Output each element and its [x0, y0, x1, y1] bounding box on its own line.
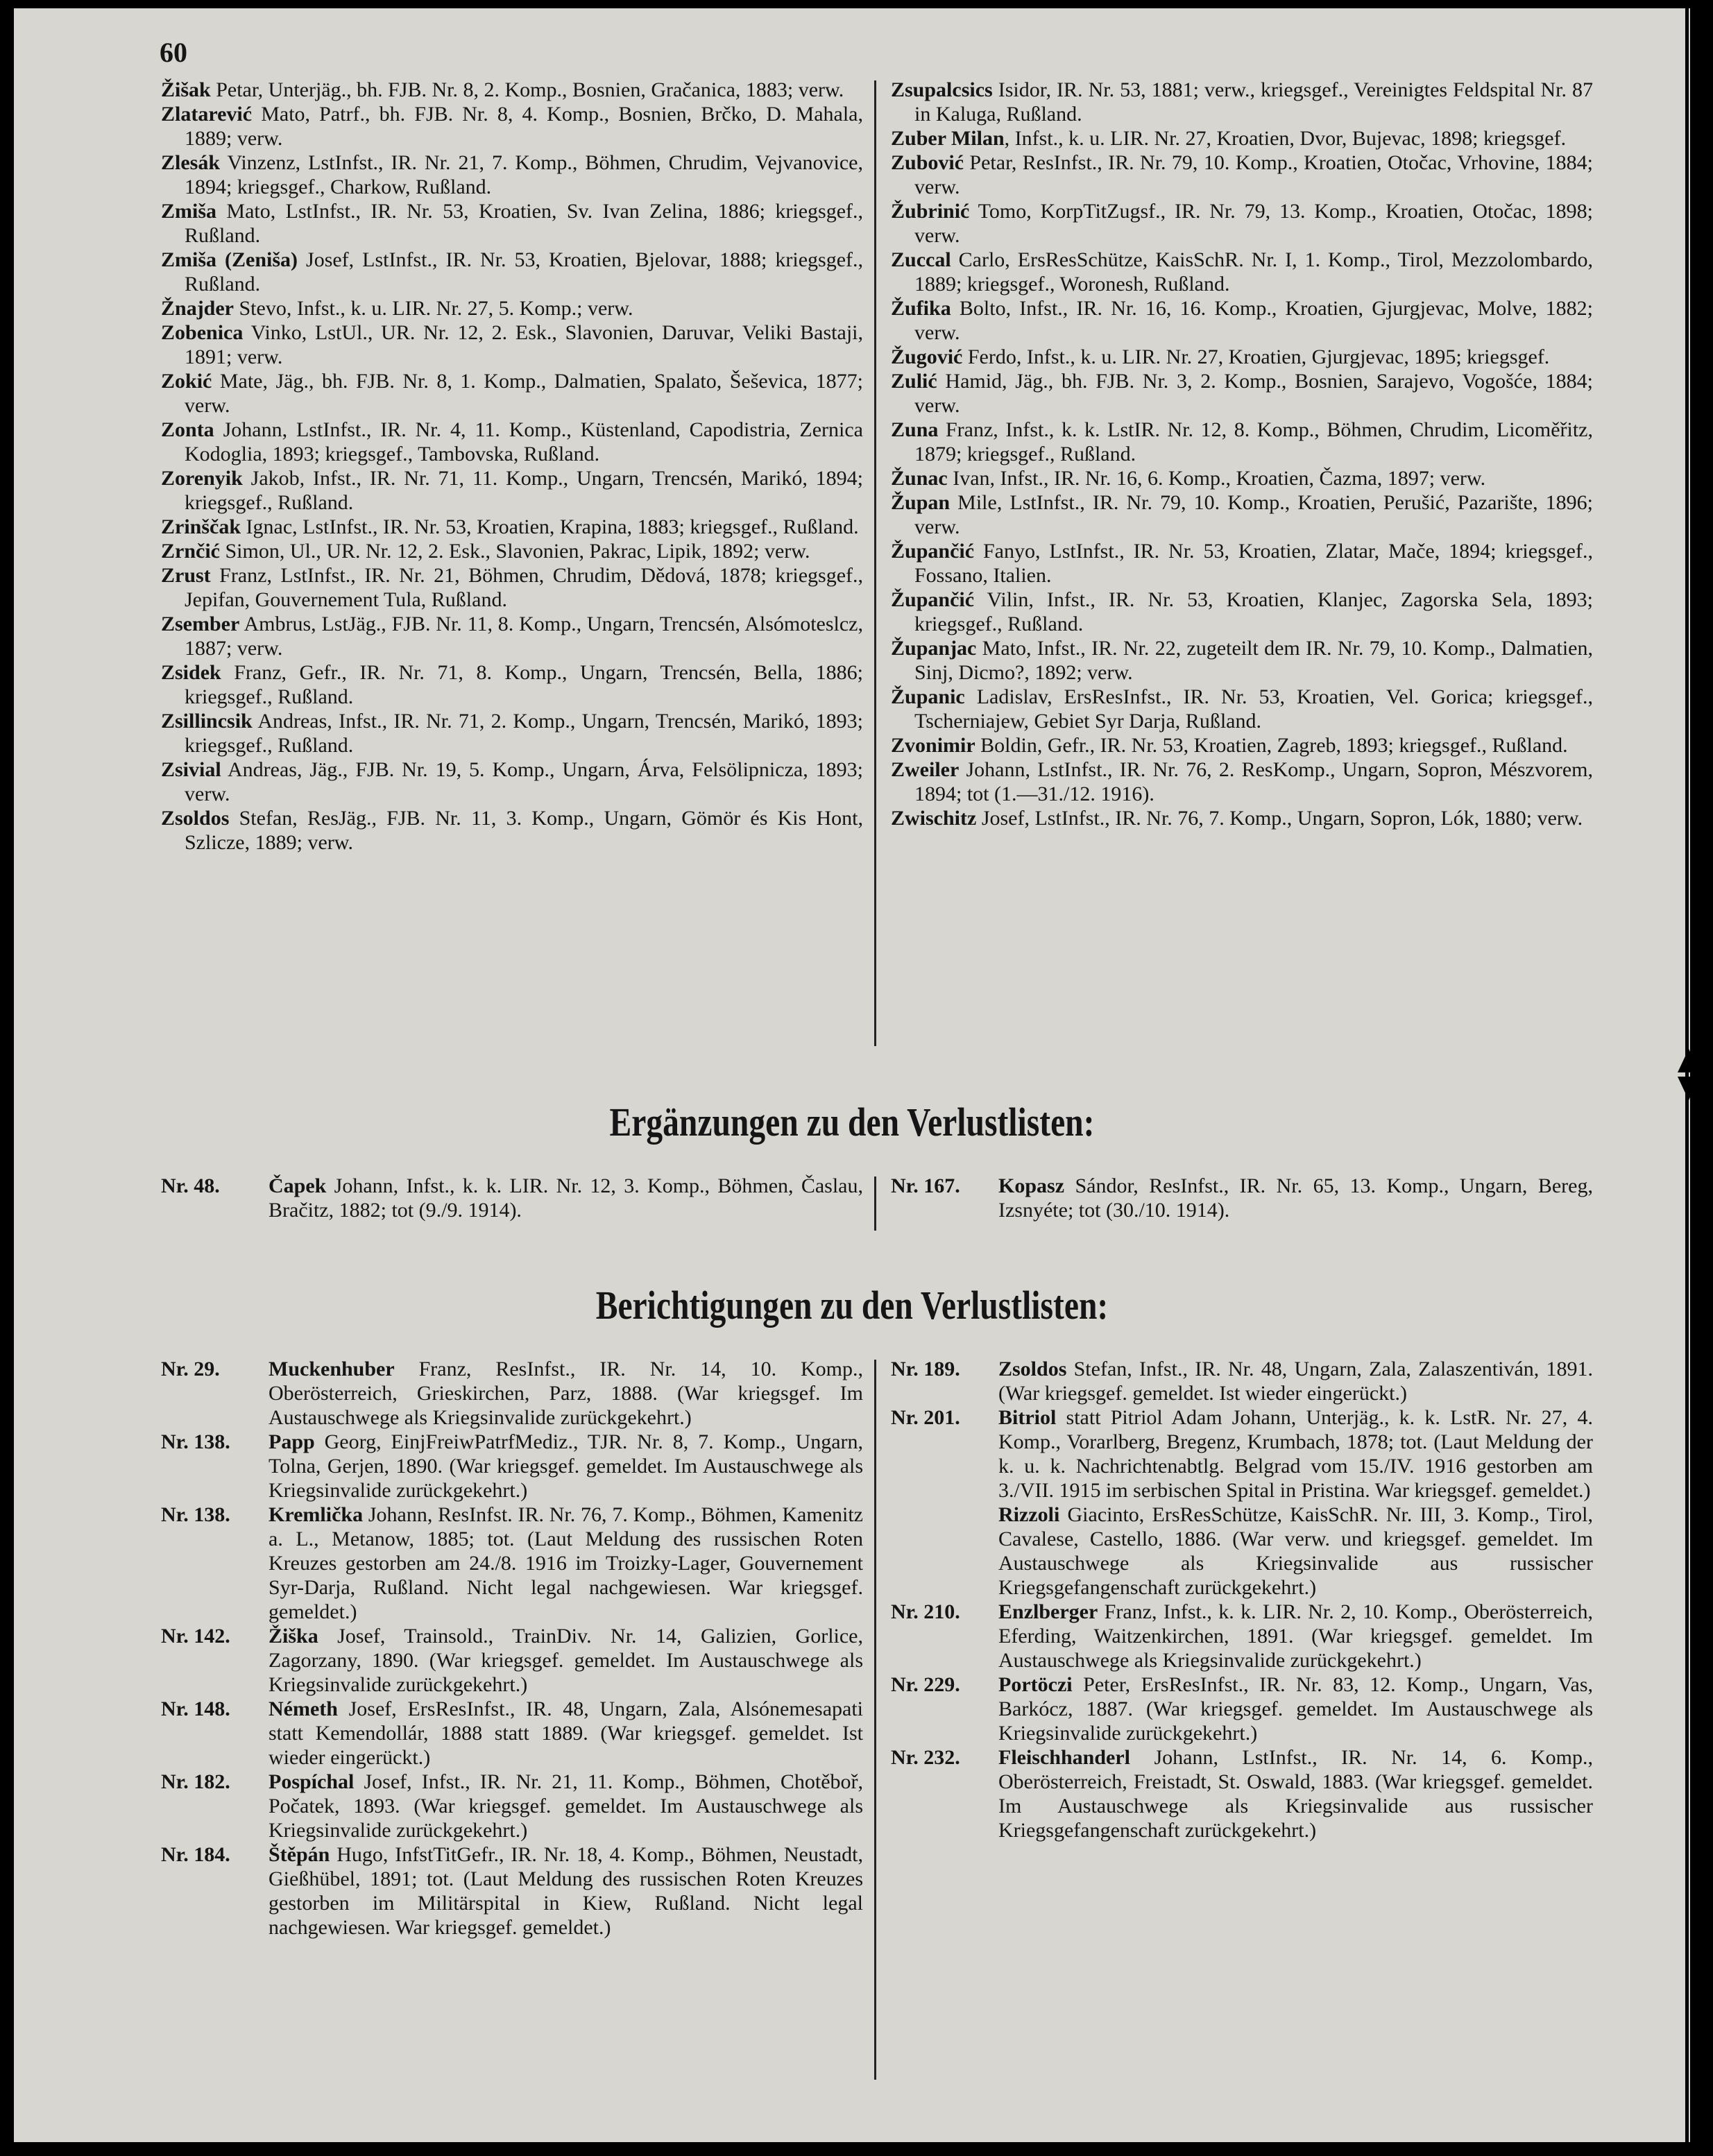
list-entry [161, 806, 863, 855]
list-entry [891, 636, 1593, 685]
list-entry [161, 1842, 863, 1940]
surname: Zlatarević [161, 103, 253, 126]
entry-details: Giacinto, ErsResSchütze, KaisSchR. Nr. III, 3. Komp., Tirol, Cavalese, Castello, 1886. (War verw. und kriegsgef. gemeldet. Im Austauschwege als Kriegsinvalide aus russischer Kriegsgefangenschaft zurückgekehrt.) [998, 1503, 1593, 1599]
list-entry [891, 126, 1593, 151]
entry-details: Franz, Infst., k. k. LstIR. Nr. 12, 8. Komp., Böhmen, Chrudim, Licoměřitz, 1879; kriegsgef., Rußland. [914, 418, 1593, 465]
entry-details: Mile, LstInfst., IR. Nr. 79, 10. Komp., Kroatien, Perušić, Pazarište, 1896; verw. [914, 491, 1593, 538]
entry-details: Tomo, KorpTitZugsf., IR. Nr. 79, 13. Komp., Kroatien, Otočac, 1898; verw. [914, 200, 1593, 247]
list-entry [161, 369, 863, 418]
list-entry [161, 563, 863, 612]
list-entry [161, 612, 863, 660]
surname: Zsivial [161, 758, 221, 781]
entry-details: Petar, Unterjäg., bh. FJB. Nr. 8, 2. Komp., Bosnien, Gračanica, 1883; verw. [210, 78, 844, 101]
entry-details: Franz, Gefr., IR. Nr. 71, 8. Komp., Ungarn, Trencsén, Bella, 1886; kriegsgef., Rußland. [185, 661, 863, 708]
list-entry [891, 78, 1593, 126]
entry-details: Mato, Infst., IR. Nr. 22, zugeteilt dem IR. Nr. 79, 10. Komp., Dalmatien, Sinj, Dicmo?, 1892; verw. [914, 637, 1593, 684]
list-entry [161, 1503, 863, 1624]
list-entry [891, 490, 1593, 539]
surname: Kremlička [269, 1503, 364, 1526]
list-entry [161, 1430, 863, 1503]
entry-details: Fanyo, LstInfst., IR. Nr. 53, Kroatien, Zlatar, Mače, 1894; kriegsgef., Fossano, Italien. [914, 540, 1593, 587]
surname: Županic [891, 685, 965, 708]
list-entry [161, 248, 863, 296]
surname: Kopasz [998, 1174, 1065, 1197]
list-entry [891, 1405, 1593, 1503]
list-entry [891, 539, 1593, 588]
surname: Zweiler [891, 758, 960, 781]
list-entry [891, 1503, 1593, 1600]
surname: Županjac [891, 637, 977, 660]
column-divider [874, 1360, 876, 2080]
list-entry [891, 296, 1593, 345]
reference-number: Nr. 148. [161, 1697, 230, 1720]
entry-details: Josef, LstInfst., IR. Nr. 53, Kroatien, Bjelovar, 1888; kriegsgef., Rußland. [185, 248, 863, 296]
berichtigungen-right-column [891, 1357, 1593, 1842]
surname: Enzlberger [998, 1600, 1098, 1623]
list-entry [161, 660, 863, 709]
entry-details: statt Pitriol Adam Johann, Unterjäg., k. k. LstR. Nr. 27, 4. Komp., Vorarlberg, Bregenz, Krumbach, 1878; tot. (Laut Meldung der k. u. k. Nachrichtenabtlg. Belgrad vom 15./IV. 1916 gestorben am 3./VII. 1915 im serbischen Spital in Pristina. War kriegsgef. gemeldet.) [998, 1406, 1593, 1502]
surname: Žiška [269, 1625, 318, 1648]
list-entry [891, 685, 1593, 733]
surname: Zsoldos [998, 1358, 1067, 1380]
list-entry [161, 296, 863, 320]
entry-details: Josef, Infst., IR. Nr. 21, 11. Komp., Böhmen, Chotěboř, Počatek, 1893. (War kriegsgef. gemeldet. Im Austauschwege als Kriegsinvalide zurückgekehrt.) [269, 1770, 863, 1842]
entry-details: Johann, LstInfst., IR. Nr. 14, 6. Komp., Oberösterreich, Freistadt, St. Oswald, 1883. (War kriegsgef. gemeldet. Im Austauschwege als Kriegsinvalide aus russischer Kriegsgefangenschaft zurückgekehrt.) [998, 1746, 1593, 1842]
entry-details: Andreas, Infst., IR. Nr. 71, 2. Komp., Ungarn, Trencsén, Marikó, 1893; kriegsgef., Rußland. [185, 710, 863, 757]
surname: Zsidek [161, 661, 221, 684]
column-divider [874, 1177, 876, 1231]
entry-details: Vilin, Infst., IR. Nr. 53, Kroatien, Klanjec, Zagorska Sela, 1893; kriegsgef., Rußland. [914, 588, 1593, 635]
entry-details: Mato, LstInfst., IR. Nr. 53, Kroatien, Sv. Ivan Zelina, 1886; kriegsgef., Rußland. [185, 200, 863, 247]
ergaenzungen-right-column [891, 1174, 1593, 1222]
surname: Štěpán [269, 1843, 330, 1866]
entry-details: Mato, Patrf., bh. FJB. Nr. 8, 4. Komp., Bosnien, Brčko, D. Mahala, 1889; verw. [185, 103, 863, 150]
entry-details: Stefan, ResJäg., FJB. Nr. 11, 3. Komp., Ungarn, Gömör és Kis Hont, Szlicze, 1889; verw. [185, 807, 863, 854]
surname: Žugović [891, 345, 963, 368]
surname: Zmiša [161, 200, 217, 223]
list-entry [161, 758, 863, 806]
surname: Zsupalcsics [891, 78, 993, 101]
entry-details: Franz, Infst., k. k. LIR. Nr. 2, 10. Komp., Oberösterreich, Eferding, Waitzenkirchen, 1891. (War kriegsgef. gemeldet. Im Austauschwege als Kriegsinvalide zurückgekehrt.) [998, 1600, 1593, 1672]
surname: Zrinščak [161, 515, 241, 538]
surname: Zonta [161, 418, 214, 441]
reference-number: Nr. 229. [891, 1673, 960, 1696]
entry-details: Johann, LstInfst., IR. Nr. 4, 11. Komp., Küstenland, Capodistria, Zernica Kodoglia, 1893; kriegsgef., Tambovska, Rußland. [185, 418, 863, 465]
surname: Župan [891, 491, 951, 514]
arrow-up-icon [1678, 1049, 1700, 1072]
entry-details: Josef, Trainsold., TrainDiv. Nr. 14, Galizien, Gorlice, Zagorzany, 1890. (War kriegsgef. gemeldet. Im Austauschwege als Kriegsinvalide zurückgekehrt.) [269, 1625, 863, 1696]
list-entry [891, 199, 1593, 248]
ergaenzungen-left-column [161, 1174, 863, 1222]
entry-details: Josef, LstInfst., IR. Nr. 76, 7. Komp., Ungarn, Sopron, Lók, 1880; verw. [976, 807, 1583, 830]
entry-details: Vinko, LstUl., UR. Nr. 12, 2. Esk., Slavonien, Daruvar, Veliki Bastaji, 1891; verw. [185, 321, 863, 368]
entry-details: Isidor, IR. Nr. 53, 1881; verw., kriegsgef., Vereinigtes Feldspital Nr. 87 in Kaluga, Rußland. [914, 78, 1593, 126]
surname: Žufika [891, 297, 951, 320]
entry-details: Stefan, Infst., IR. Nr. 48, Ungarn, Zala, Zalaszentiván, 1891. (War kriegsgef. gemeldet. Ist wieder eingerückt.) [998, 1358, 1593, 1405]
entry-details: Vinzenz, LstInfst., IR. Nr. 21, 7. Komp., Böhmen, Chrudim, Vejvanovice, 1894; kriegsgef., Charkow, Rußland. [185, 151, 863, 198]
list-entry [161, 418, 863, 466]
entry-details: , Infst., k. u. LIR. Nr. 27, Kroatien, Dvor, Bujevac, 1898; kriegsgef. [1004, 127, 1567, 150]
list-entry [161, 539, 863, 563]
entry-details: Josef, ErsResInfst., IR. 48, Ungarn, Zala, Alsónemesapati statt Kemendollár, 1888 statt 1889. (War kriegsgef. gemeldet. Ist wieder eingerückt.) [269, 1697, 863, 1769]
entry-details: Ambrus, LstJäg., FJB. Nr. 11, 8. Komp., Ungarn, Trencsén, Alsómoteslcz, 1887; verw. [185, 613, 863, 660]
entry-details: Franz, LstInfst., IR. Nr. 21, Böhmen, Chrudim, Dědová, 1878; kriegsgef., Jepifan, Gouvernement Tula, Rußland. [185, 564, 863, 611]
surname: Zubović [891, 151, 964, 174]
list-entry [891, 1174, 1593, 1222]
berichtigungen-left-column [161, 1357, 863, 1940]
surname: Fleischhanderl [998, 1746, 1131, 1769]
surname: Zobenica [161, 321, 244, 344]
entry-details: Hamid, Jäg., bh. FJB. Nr. 3, 2. Komp., Bosnien, Sarajevo, Vogošće, 1884; verw. [914, 370, 1593, 417]
surname: Zuber Milan [891, 127, 1005, 150]
reference-number: Nr. 48. [161, 1174, 220, 1197]
reference-number: Nr. 182. [161, 1770, 230, 1793]
entry-details: Ignac, LstInfst., IR. Nr. 53, Kroatien, Krapina, 1883; kriegsgef., Rußland. [241, 515, 859, 538]
entry-details: Franz, ResInfst., IR. Nr. 14, 10. Komp., Oberösterreich, Grieskirchen, Parz, 1888. (War kriegsgef. Im Austauschwege als Kriegsinvalide zurückgekehrt.) [269, 1358, 863, 1429]
list-entry [891, 151, 1593, 199]
surname: Bitriol [998, 1406, 1057, 1429]
reference-number: Nr. 138. [161, 1503, 230, 1526]
column-divider [874, 80, 876, 1046]
reference-number: Nr. 167. [891, 1174, 960, 1197]
entry-details: Georg, EinjFreiwPatrfMediz., TJR. Nr. 8, 7. Komp., Ungarn, Tolna, Gerjen, 1890. (War kriegsgef. gemeldet. Im Austauschwege als Kriegsinvalide zurückgekehrt.) [269, 1430, 863, 1502]
entry-details: Johann, ResInfst. IR. Nr. 76, 7. Komp., Böhmen, Kamenitz a. L., Metanow, 1885; tot. (Laut Meldung des russischen Roten Kreuzes gestorben am 24./8. 1916 im Troizky-Lager, Gouvernement Syr-Darja, Rußland. Nicht legal nachgewiesen. War kriegsgef. gemeldet.) [269, 1503, 863, 1623]
entry-details: Mate, Jäg., bh. FJB. Nr. 8, 1. Komp., Dalmatien, Spalato, Šeševica, 1877; verw. [185, 370, 863, 417]
list-entry [161, 709, 863, 758]
surname: Župančić [891, 588, 975, 611]
surname: Zokić [161, 370, 212, 393]
surname: Zmiša (Zeniša) [161, 248, 298, 271]
entry-details: Peter, ErsResInfst., IR. Nr. 83, 12. Komp., Ungarn, Vas, Barkócz, 1887. (War kriegsgef. gemeldet. Im Austauschwege als Kriegsinvalide zurückgekehrt.) [998, 1673, 1593, 1745]
list-entry [891, 1672, 1593, 1745]
entry-details: Carlo, ErsResSchütze, KaisSchR. Nr. I, 1. Komp., Tirol, Mezzolombardo, 1889; kriegsgef., Woronesh, Rußland. [914, 248, 1593, 296]
list-entry [161, 102, 863, 151]
surname: Žnajder [161, 297, 234, 320]
main-left-column [161, 78, 863, 855]
entry-details: Boldin, Gefr., IR. Nr. 53, Kroatien, Zagreb, 1893; kriegsgef., Rußland. [975, 734, 1568, 757]
surname: Zrust [161, 564, 211, 587]
list-entry [161, 1174, 863, 1222]
list-entry [161, 466, 863, 515]
surname: Župančić [891, 540, 975, 563]
surname: Zvonimir [891, 734, 975, 757]
reference-number: Nr. 201. [891, 1406, 960, 1429]
page-number: 60 [160, 37, 187, 68]
reference-number: Nr. 142. [161, 1625, 230, 1648]
list-entry [161, 515, 863, 539]
list-entry [161, 1624, 863, 1697]
surname: Zsillincsik [161, 710, 253, 733]
list-entry [891, 466, 1593, 490]
list-entry [161, 1697, 863, 1770]
entry-details: Simon, Ul., UR. Nr. 12, 2. Esk., Slavonien, Pakrac, Lipik, 1892; verw. [219, 540, 810, 563]
heading-berichtigungen: Berichtigungen zu den Verlustlisten: [595, 1283, 1109, 1328]
main-right-column [891, 78, 1593, 830]
list-entry [891, 1600, 1593, 1672]
reference-number: Nr. 189. [891, 1358, 960, 1380]
entry-details: Petar, ResInfst., IR. Nr. 79, 10. Komp., Kroatien, Otočac, Vrhovine, 1884; verw. [914, 151, 1593, 198]
binding-edge-line [1685, 8, 1689, 2142]
entry-details: Ivan, Infst., IR. Nr. 16, 6. Komp., Kroatien, Čazma, 1897; verw. [947, 467, 1486, 490]
surname: Papp [269, 1430, 315, 1453]
entry-details: Johann, Infst., k. k. LIR. Nr. 12, 3. Komp., Böhmen, Časlau, Bračitz, 1882; tot (9./9. 1914). [269, 1174, 863, 1222]
surname: Muckenhuber [269, 1358, 395, 1380]
list-entry [891, 588, 1593, 636]
list-entry [161, 151, 863, 199]
entry-details: Ladislav, ErsResInfst., IR. Nr. 53, Kroatien, Vel. Gorica; kriegsgef., Tscherniajew, Gebiet Syr Darja, Rußland. [914, 685, 1593, 733]
list-entry [891, 1357, 1593, 1405]
list-entry [891, 758, 1593, 806]
list-entry [891, 369, 1593, 418]
heading-ergaenzungen: Ergänzungen zu den Verlustlisten: [609, 1100, 1095, 1145]
surname: Zuccal [891, 248, 951, 271]
arrow-down-icon [1678, 1077, 1700, 1100]
surname: Žišak [161, 78, 211, 101]
surname: Portöczi [998, 1673, 1073, 1696]
surname: Zrnčić [161, 540, 220, 563]
list-entry [891, 1745, 1593, 1842]
surname: Žubrinić [891, 200, 970, 223]
reference-number: Nr. 138. [161, 1430, 230, 1453]
reference-number: Nr. 184. [161, 1843, 230, 1866]
surname: Zsoldos [161, 807, 230, 830]
reference-number: Nr. 232. [891, 1746, 960, 1769]
list-entry [161, 1770, 863, 1842]
entry-details: Stevo, Infst., k. u. LIR. Nr. 27, 5. Komp.; verw. [234, 297, 633, 320]
surname: Németh [269, 1697, 338, 1720]
reference-number: Nr. 29. [161, 1358, 220, 1380]
entry-details: Jakob, Infst., IR. Nr. 71, 11. Komp., Ungarn, Trencsén, Marikó, 1894; kriegsgef., Rußland. [185, 467, 863, 514]
list-entry [891, 345, 1593, 369]
list-entry [891, 733, 1593, 758]
list-entry [891, 418, 1593, 466]
entry-details: Ferdo, Infst., k. u. LIR. Nr. 27, Kroatien, Gjurgjevac, 1895; kriegsgef. [962, 345, 1550, 368]
surname: Zwischitz [891, 807, 977, 830]
list-entry [161, 1357, 863, 1430]
entry-details: Bolto, Infst., IR. Nr. 16, 16. Komp., Kroatien, Gjurgjevac, Molve, 1882; verw. [914, 297, 1593, 344]
surname: Zlesák [161, 151, 221, 174]
document-page [14, 8, 1690, 2142]
entry-details: Johann, LstInfst., IR. Nr. 76, 2. ResKomp., Ungarn, Sopron, Mészvorem, 1894; tot (1.—31./12. 1916). [914, 758, 1593, 805]
surname: Zulić [891, 370, 937, 393]
surname: Zuna [891, 418, 939, 441]
surname: Žunac [891, 467, 948, 490]
entry-details: Andreas, Jäg., FJB. Nr. 19, 5. Komp., Ungarn, Árva, Felsölipnicza, 1893; verw. [185, 758, 863, 805]
surname: Zorenyik [161, 467, 243, 490]
list-entry [891, 806, 1593, 830]
list-entry [161, 78, 863, 102]
surname: Rizzoli [998, 1503, 1060, 1526]
surname: Čapek [269, 1174, 327, 1197]
list-entry [161, 199, 863, 248]
entry-details: Sándor, ResInfst., IR. Nr. 65, 13. Komp., Ungarn, Bereg, Izsnyéte; tot (30./10. 1914). [998, 1174, 1593, 1222]
entry-details: Hugo, InfstTitGefr., IR. Nr. 18, 4. Komp., Böhmen, Neustadt, Gießhübel, 1891; tot. (Laut Meldung des russischen Roten Kreuzes gestorben im Militärspital in Kiew, Rußland. Nicht legal nachgewiesen. War kriegsgef. gemeldet.) [269, 1843, 863, 1939]
surname: Zsember [161, 613, 240, 635]
reference-number: Nr. 210. [891, 1600, 960, 1623]
surname: Pospíchal [269, 1770, 355, 1793]
list-entry [161, 320, 863, 369]
list-entry [891, 248, 1593, 296]
